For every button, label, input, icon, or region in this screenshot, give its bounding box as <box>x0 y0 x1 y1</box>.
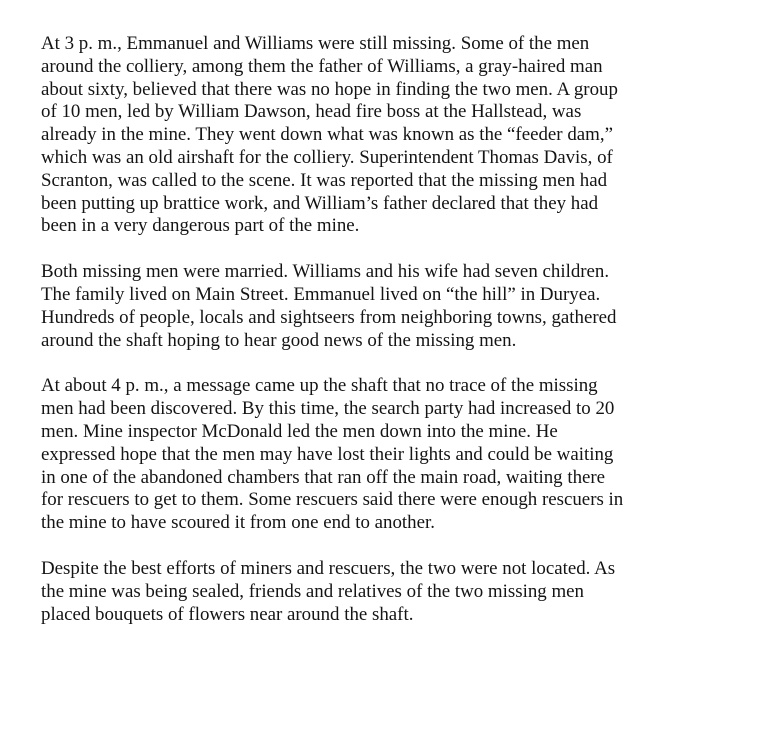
text-line: At 3 p. m., Emmanuel and Williams were still missing. Some of the men <box>41 33 590 54</box>
text-line: men. Mine inspector McDonald led the men down into the mine. He <box>41 420 558 442</box>
text-line: of 10 men, led by William Dawson, head fire boss at the Hallstead, was <box>41 101 582 123</box>
text-line: expressed hope that the men may have lost their lights and could be waiting <box>41 443 614 465</box>
paragraph-1 <box>41 33 761 238</box>
text-line: Both missing men were married. Williams and his wife had seven children. <box>41 261 610 283</box>
text-column <box>41 33 761 649</box>
text-line: Scranton, was called to the scene. It was reported that the missing men had <box>41 169 608 191</box>
text-line: the mine was being sealed, friends and relatives of the two missing men <box>41 580 584 602</box>
text-line: been in a very dangerous part of the mine. <box>41 215 360 237</box>
text-line: which was an old airshaft for the colliery. Superintendent Thomas Davis, of <box>41 146 613 168</box>
paragraph-4 <box>41 558 761 626</box>
text-line: Despite the best efforts of miners and rescuers, the two were not located. As <box>41 557 616 579</box>
text-line: men had been discovered. By this time, the search party had increased to 20 <box>41 398 615 420</box>
text-line: around the colliery, among them the father of Williams, a gray-haired man <box>41 55 603 77</box>
paragraph-3 <box>41 375 761 535</box>
text-line: for rescuers to get to them. Some rescuers said there were enough rescuers in <box>41 489 624 511</box>
paragraph-2 <box>41 261 761 352</box>
text-line: placed bouquets of flowers near around the shaft. <box>41 603 414 625</box>
text-line: already in the mine. They went down what was known as the “feeder dam,” <box>41 124 613 146</box>
text-line: the mine to have scoured it from one end to another. <box>41 512 435 534</box>
text-line: in one of the abandoned chambers that ran off the main road, waiting there <box>41 466 606 488</box>
text-line: about sixty, believed that there was no hope in finding the two men. A group <box>41 78 618 100</box>
text-line: Hundreds of people, locals and sightseers from neighboring towns, gathered <box>41 306 617 328</box>
text-line: The family lived on Main Street. Emmanuel lived on “the hill” in Duryea. <box>41 283 601 305</box>
text-line: At about 4 p. m., a message came up the shaft that no trace of the missing <box>41 375 598 397</box>
text-line: around the shaft hoping to hear good news of the missing men. <box>41 329 517 351</box>
text-line: been putting up brattice work, and William’s father declared that they had <box>41 192 599 214</box>
